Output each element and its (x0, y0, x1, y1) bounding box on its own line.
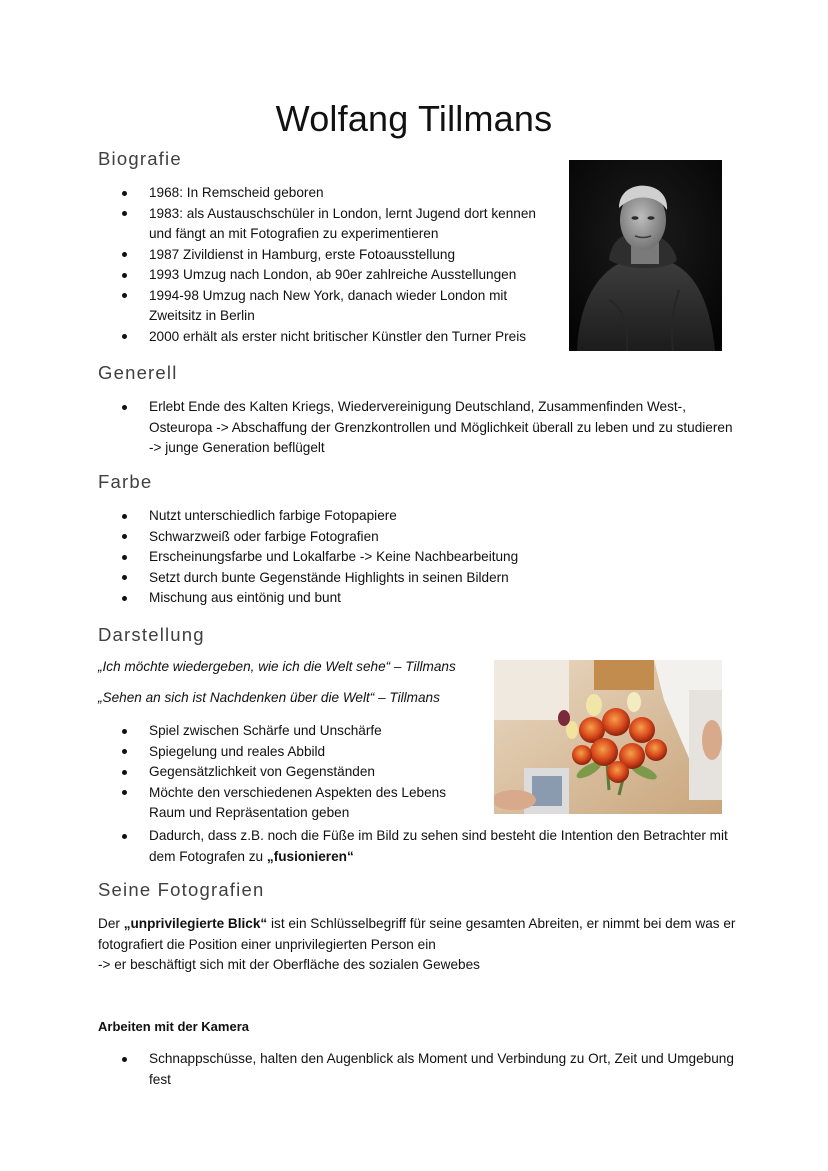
list-item: 1993 Umzug nach London, ab 90er zahlreiche Ausstellungen (98, 265, 558, 286)
list-item: Spiegelung und reales Abbild (98, 742, 468, 763)
list-item: Erlebt Ende des Kalten Kriegs, Wiedervereinigung Deutschland, Zusammenfinden West-, Osteuropa -> Abschaffung der Grenzkontrollen und Möglichkeit überall zu leben und zu studieren -> junge Generation beflügelt (98, 397, 738, 459)
list-item: Setzt durch bunte Gegenstände Highlights in seinen Bildern (98, 568, 738, 589)
portrait-image (569, 160, 722, 351)
fotografien-paragraph (98, 914, 738, 976)
list-item: 1983: als Austauschschüler in London, lernt Jugend dort kennen und fängt an mit Fotografien zu experimentieren (98, 204, 558, 245)
flowers-photo (494, 660, 722, 814)
paragraph-text: -> er beschäftigt sich mit der Oberfläche des sozialen Gewebes (98, 957, 480, 972)
list-item: Spiel zwischen Schärfe und Unschärfe (98, 721, 468, 742)
quote-1: „Ich möchte wiedergeben, wie ich die Welt sehe“ – Tillmans (98, 659, 456, 674)
flowers-image (494, 660, 722, 814)
generell-list (98, 397, 738, 459)
heading-biografie: Biografie (98, 148, 182, 169)
list-item: Möchte den verschiedenen Aspekten des Lebens Raum und Repräsentation geben (98, 783, 469, 824)
darstellung-list-continued (98, 826, 738, 867)
heading-farbe: Farbe (98, 471, 153, 492)
list-item: 1987 Zivildienst in Hamburg, erste Fotoausstellung (98, 245, 558, 266)
list-item: Schwarzweiß oder farbige Fotografien (98, 527, 738, 548)
list-item-text: Dadurch, dass z.B. noch die Füße im Bild zu sehen sind besteht die Intention den Betrachter mit dem Fotografen zu (149, 828, 728, 864)
paragraph-text: Der (98, 916, 124, 931)
subheading-kamera: Arbeiten mit der Kamera (98, 1019, 249, 1034)
heading-fotografien: Seine Fotografien (98, 879, 265, 900)
heading-darstellung: Darstellung (98, 624, 205, 645)
list-item: Erscheinungsfarbe und Lokalfarbe -> Keine Nachbearbeitung (98, 547, 738, 568)
portrait-photo (569, 160, 722, 351)
list-item: 2000 erhält als erster nicht britischer Künstler den Turner Preis (98, 327, 558, 348)
list-item: Gegensätzlichkeit von Gegenständen (98, 762, 468, 783)
darstellung-list (98, 721, 468, 824)
list-item: Schnappschüsse, halten den Augenblick als Moment und Verbindung zu Ort, Zeit und Umgebung fest (98, 1049, 738, 1090)
emphasis-fusionieren: „fusionieren“ (266, 848, 354, 864)
quote-2: „Sehen an sich ist Nachdenken über die Welt“ – Tillmans (98, 690, 440, 705)
emphasis-unprivilegierte-blick: „unprivilegierte Blick“ (123, 916, 268, 931)
list-item: Mischung aus eintönig und bunt (98, 588, 738, 609)
list-item: 1994-98 Umzug nach New York, danach wieder London mit Zweitsitz in Berlin (98, 286, 558, 327)
list-item: 1968: In Remscheid geboren (98, 183, 558, 204)
page-title: Wolfang Tillmans (275, 98, 553, 139)
kamera-list (98, 1049, 738, 1090)
list-item (98, 826, 738, 867)
list-item: Nutzt unterschiedlich farbige Fotopapiere (98, 506, 738, 527)
paragraph-text: ist ein Schlüsselbegriff für seine gesamten Abreiten, er nimmt bei dem was er fotografiert die Position einer unprivilegierten Person ein (98, 916, 736, 952)
farbe-list (98, 506, 738, 609)
biografie-list (98, 183, 558, 347)
heading-generell: Generell (98, 362, 178, 383)
